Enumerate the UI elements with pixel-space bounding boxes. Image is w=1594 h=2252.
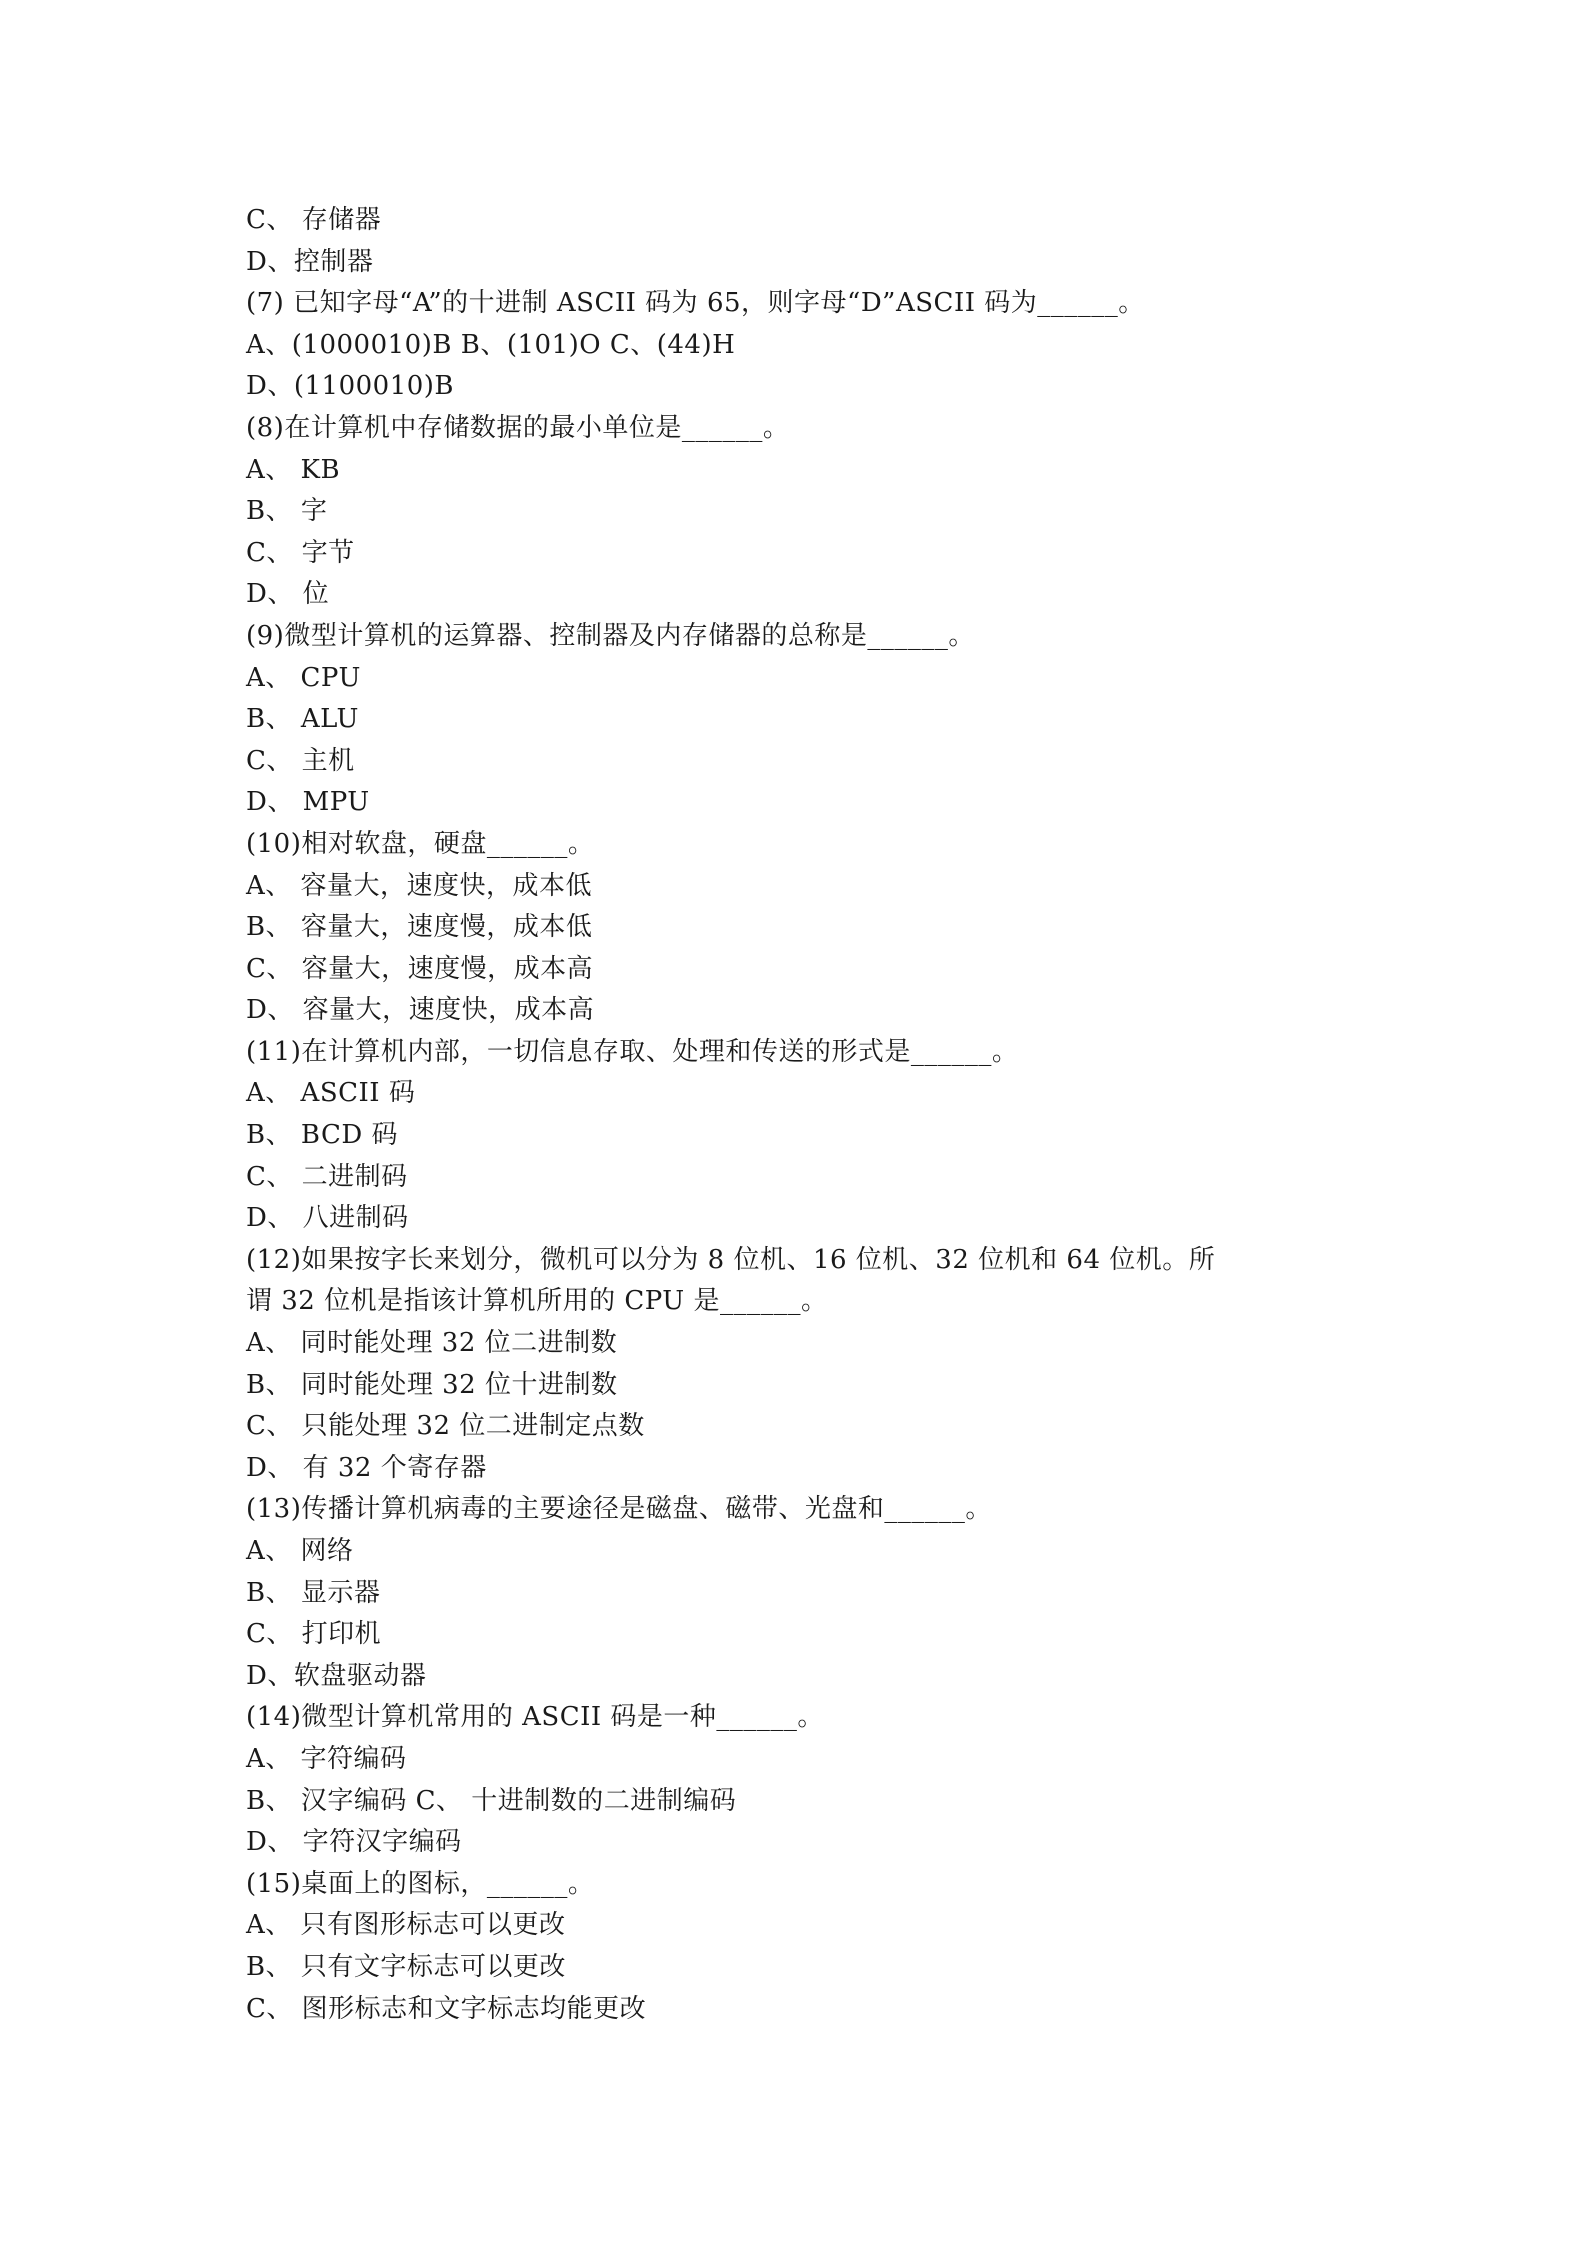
text-line: A、 KB (246, 454, 341, 485)
text-line: C、 容量大，速度慢，成本高 (246, 953, 594, 984)
text-line: D、 位 (246, 579, 330, 610)
text-line: A、 ASCII 码 (246, 1078, 416, 1109)
text-line: (7) 已知字母“A”的十进制 ASCII 码为 65，则字母“D”ASCII 码为______。 (246, 288, 1145, 319)
text-line: C、 字节 (246, 537, 355, 568)
document-body (246, 200, 1246, 2030)
text-line: B、 汉字编码 C、 十进制数的二进制编码 (246, 1785, 737, 1816)
text-line: C、 只能处理 32 位二进制定点数 (246, 1411, 645, 1442)
text-line: C、 图形标志和文字标志均能更改 (246, 1993, 647, 2024)
text-line: (10)相对软盘，硬盘______。 (246, 828, 595, 859)
text-line: (8)在计算机中存储数据的最小单位是______。 (246, 412, 790, 443)
text-line: A、 容量大，速度快，成本低 (246, 870, 593, 901)
text-line: (9)微型计算机的运算器、控制器及内存储器的总称是______。 (246, 620, 975, 651)
text-line: (11)在计算机内部，一切信息存取、处理和传送的形式是______。 (246, 1036, 1019, 1067)
text-line: (12)如果按字长来划分，微机可以分为 8 位机、16 位机、32 位机和 64 位机。所 (246, 1244, 1216, 1275)
text-line: D、(1100010)B (246, 371, 455, 402)
text-line: B、 字 (246, 496, 328, 527)
text-line: (14)微型计算机常用的 ASCII 码是一种______。 (246, 1702, 824, 1733)
text-line: C、 存储器 (246, 205, 382, 235)
text-line: D、 八进制码 (246, 1203, 409, 1234)
text-line: D、 字符汉字编码 (246, 1827, 462, 1858)
text-line: A、 网络 (246, 1536, 354, 1566)
text-line: D、控制器 (246, 246, 374, 277)
text-line: A、 只有图形标志可以更改 (246, 1910, 566, 1941)
text-line: (15)桌面上的图标，______。 (246, 1868, 595, 1899)
text-line: A、 同时能处理 32 位二进制数 (246, 1328, 618, 1359)
text-line: D、 容量大，速度快，成本高 (246, 995, 595, 1026)
text-line: D、 有 32 个寄存器 (246, 1452, 487, 1483)
text-line: A、 字符编码 (246, 1743, 407, 1774)
text-line: B、 BCD 码 (246, 1120, 398, 1151)
text-line: B、 同时能处理 32 位十进制数 (246, 1369, 618, 1400)
text-line: C、 主机 (246, 745, 355, 776)
text-line: B、 只有文字标志可以更改 (246, 1951, 566, 1982)
text-line: (13)传播计算机病毒的主要途径是磁盘、磁带、光盘和______。 (246, 1494, 992, 1525)
text-line: A、(1000010)B B、(101)O C、(44)H (246, 329, 736, 360)
text-line: D、 MPU (246, 787, 370, 818)
text-line: 谓 32 位机是指该计算机所用的 CPU 是______。 (246, 1286, 828, 1317)
text-line: C、 二进制码 (246, 1161, 408, 1192)
text-line: A、 CPU (246, 662, 361, 693)
text-line: C、 打印机 (246, 1619, 382, 1650)
text-line: B、 ALU (246, 704, 359, 735)
text-line: B、 容量大，速度慢，成本低 (246, 912, 593, 943)
text-line: D、软盘驱动器 (246, 1660, 427, 1691)
text-line: B、 显示器 (246, 1577, 381, 1608)
